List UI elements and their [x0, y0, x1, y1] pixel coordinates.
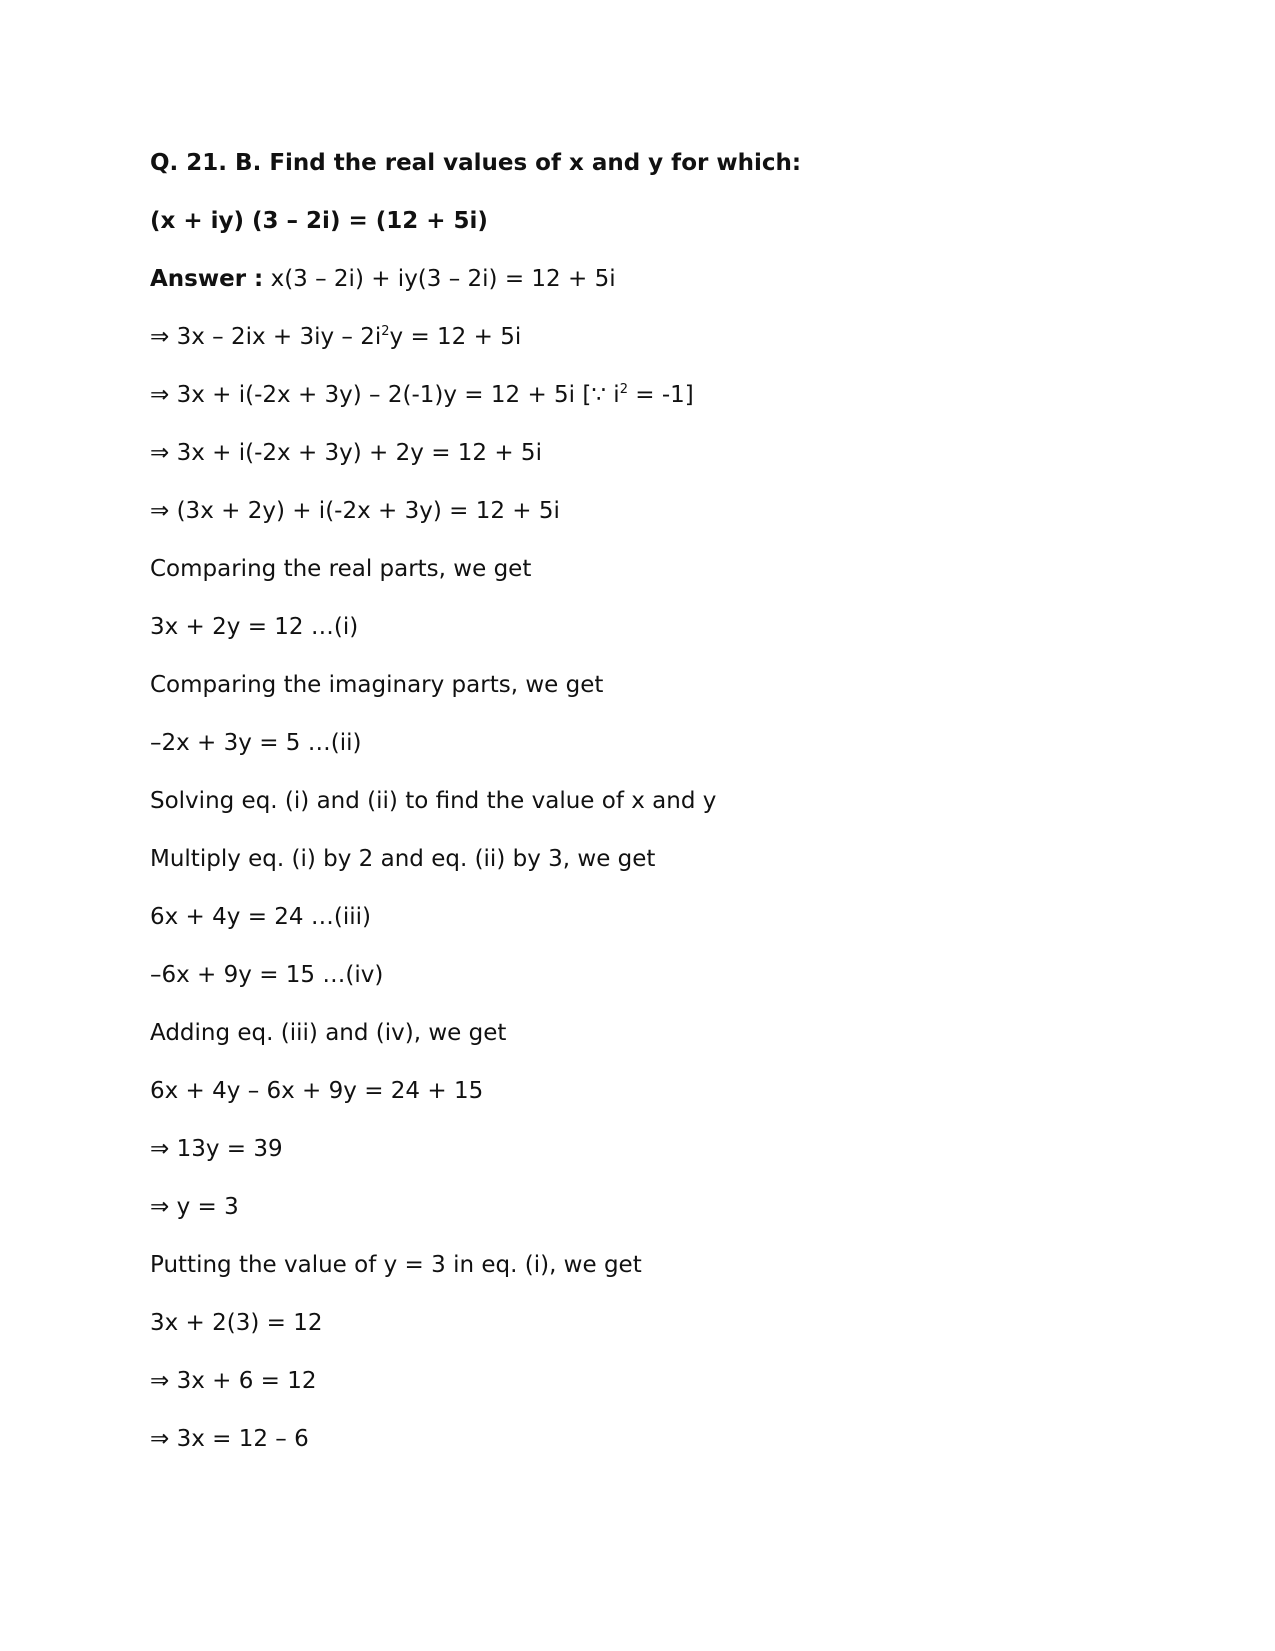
answer-line: 3x + 2y = 12 …(i) [150, 614, 359, 640]
answer-line: –2x + 3y = 5 …(ii) [150, 730, 362, 756]
question-equation: (x + iy) (3 – 2i) = (12 + 5i) [150, 208, 488, 234]
answer-line: ⇒ (3x + 2y) + i(-2x + 3y) = 12 + 5i [150, 498, 560, 524]
answer-line: ⇒ 13y = 39 [150, 1136, 283, 1162]
answer-line: ⇒ 3x = 12 – 6 [150, 1426, 309, 1452]
answer-label: Answer : [150, 266, 264, 292]
answer-step-substitute [150, 375, 1150, 433]
answer-line: ⇒ y = 3 [150, 1194, 239, 1220]
answer-line: ⇒ 3x + 6 = 12 [150, 1368, 317, 1394]
step-text: ⇒ 3x + i(-2x + 3y) – 2(-1)y = 12 + 5i [∵ i [150, 382, 620, 408]
answer-line: 6x + 4y – 6x + 9y = 24 + 15 [150, 1078, 484, 1104]
answer-line: Putting the value of y = 3 in eq. (i), we get [150, 1252, 642, 1278]
answer-line: 3x + 2(3) = 12 [150, 1310, 323, 1336]
step-text: ⇒ 3x – 2ix + 3iy – 2i [150, 324, 382, 350]
answer-line: Adding eq. (iii) and (iv), we get [150, 1020, 507, 1046]
answer-line: Comparing the real parts, we get [150, 556, 532, 582]
answer-line: Multiply eq. (i) by 2 and eq. (ii) by 3, we get [150, 846, 656, 872]
step-text: y = 12 + 5i [389, 324, 522, 350]
answer-step-expand [150, 317, 1150, 375]
answer-first-line [150, 259, 1150, 317]
answer-line: Comparing the imaginary parts, we get [150, 672, 604, 698]
step-text: = -1] [627, 382, 694, 408]
answer-first-equation: x(3 – 2i) + iy(3 – 2i) = 12 + 5i [263, 266, 616, 292]
question-title: Q. 21. B. Find the real values of x and y for which: [150, 150, 802, 176]
answer-line: –6x + 9y = 15 …(iv) [150, 962, 384, 988]
answer-line: ⇒ 3x + i(-2x + 3y) + 2y = 12 + 5i [150, 440, 542, 466]
answer-line: 6x + 4y = 24 …(iii) [150, 904, 371, 930]
superscript: 2 [619, 382, 628, 397]
solution-content [150, 143, 1150, 1477]
answer-line: Solving eq. (i) and (ii) to find the value of x and y [150, 788, 717, 814]
superscript: 2 [381, 324, 390, 339]
